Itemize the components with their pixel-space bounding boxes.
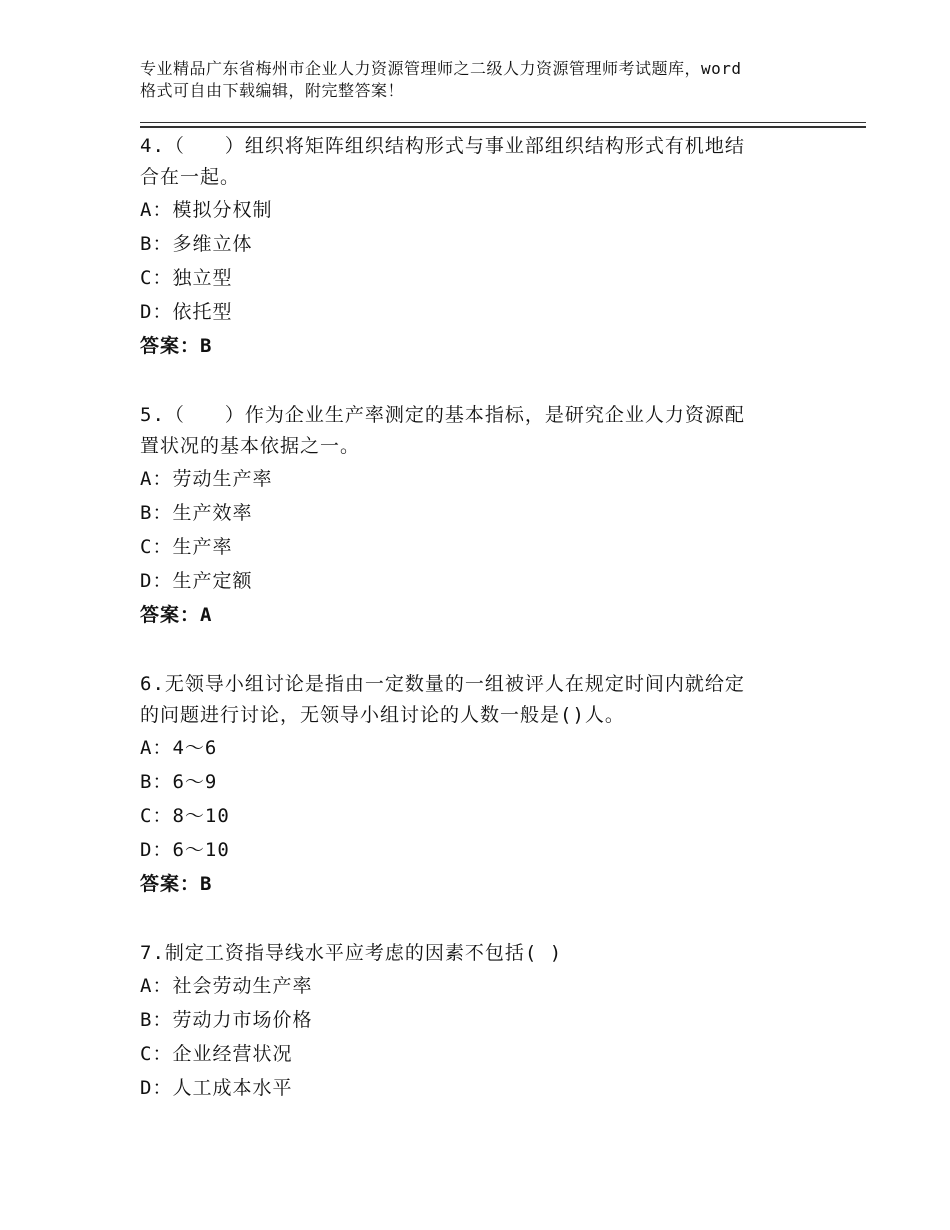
spacer	[140, 363, 840, 397]
question-text	[140, 400, 840, 462]
option-c: C：生产率	[140, 536, 233, 558]
question-4	[140, 131, 840, 397]
option-d: D：人工成本水平	[140, 1077, 293, 1099]
question-text-line: 的问题进行讨论，无领导小组讨论的人数一般是()人。	[140, 704, 625, 726]
option-d: D：6～10	[140, 839, 230, 861]
header-rule-thin	[140, 122, 866, 123]
question-text	[140, 669, 840, 731]
option-b: B：6～9	[140, 771, 218, 793]
option-a: A：社会劳动生产率	[140, 975, 313, 997]
spacer	[140, 632, 840, 666]
question-list	[140, 128, 840, 1105]
option-a: A：劳动生产率	[140, 468, 273, 490]
answer: 答案：B	[140, 873, 213, 895]
question-text	[140, 938, 840, 969]
header-line-2: 格式可自由下载编辑，附完整答案！	[140, 81, 405, 100]
option-a: A：4～6	[140, 737, 218, 759]
question-6	[140, 669, 840, 935]
option-b: B：多维立体	[140, 233, 253, 255]
option-b: B：劳动力市场价格	[140, 1009, 313, 1031]
option-b: B：生产效率	[140, 502, 253, 524]
option-a: A：模拟分权制	[140, 199, 273, 221]
option-d: D：依托型	[140, 301, 233, 323]
question-text-line: 4.（ ）组织将矩阵组织结构形式与事业部组织结构形式有机地结	[140, 135, 745, 157]
answer: 答案：A	[140, 604, 213, 626]
question-text-line: 置状况的基本依据之一。	[140, 435, 361, 457]
question-5	[140, 400, 840, 666]
question-text-line: 5.（ ）作为企业生产率测定的基本指标，是研究企业人力资源配	[140, 404, 745, 426]
option-c: C：企业经营状况	[140, 1043, 293, 1065]
question-text-line: 7.制定工资指导线水平应考虑的因素不包括( )	[140, 942, 563, 964]
document-header	[140, 58, 840, 102]
option-c: C：8～10	[140, 805, 230, 827]
question-text-line: 6.无领导小组讨论是指由一定数量的一组被评人在规定时间内就给定	[140, 673, 745, 695]
question-7	[140, 938, 840, 1105]
question-text-line: 合在一起。	[140, 166, 241, 188]
answer: 答案：B	[140, 335, 213, 357]
option-c: C：独立型	[140, 267, 233, 289]
question-text	[140, 131, 840, 193]
header-line-1: 专业精品广东省梅州市企业人力资源管理师之二级人力资源管理师考试题库，word	[140, 59, 742, 78]
option-d: D：生产定额	[140, 570, 253, 592]
spacer	[140, 901, 840, 935]
